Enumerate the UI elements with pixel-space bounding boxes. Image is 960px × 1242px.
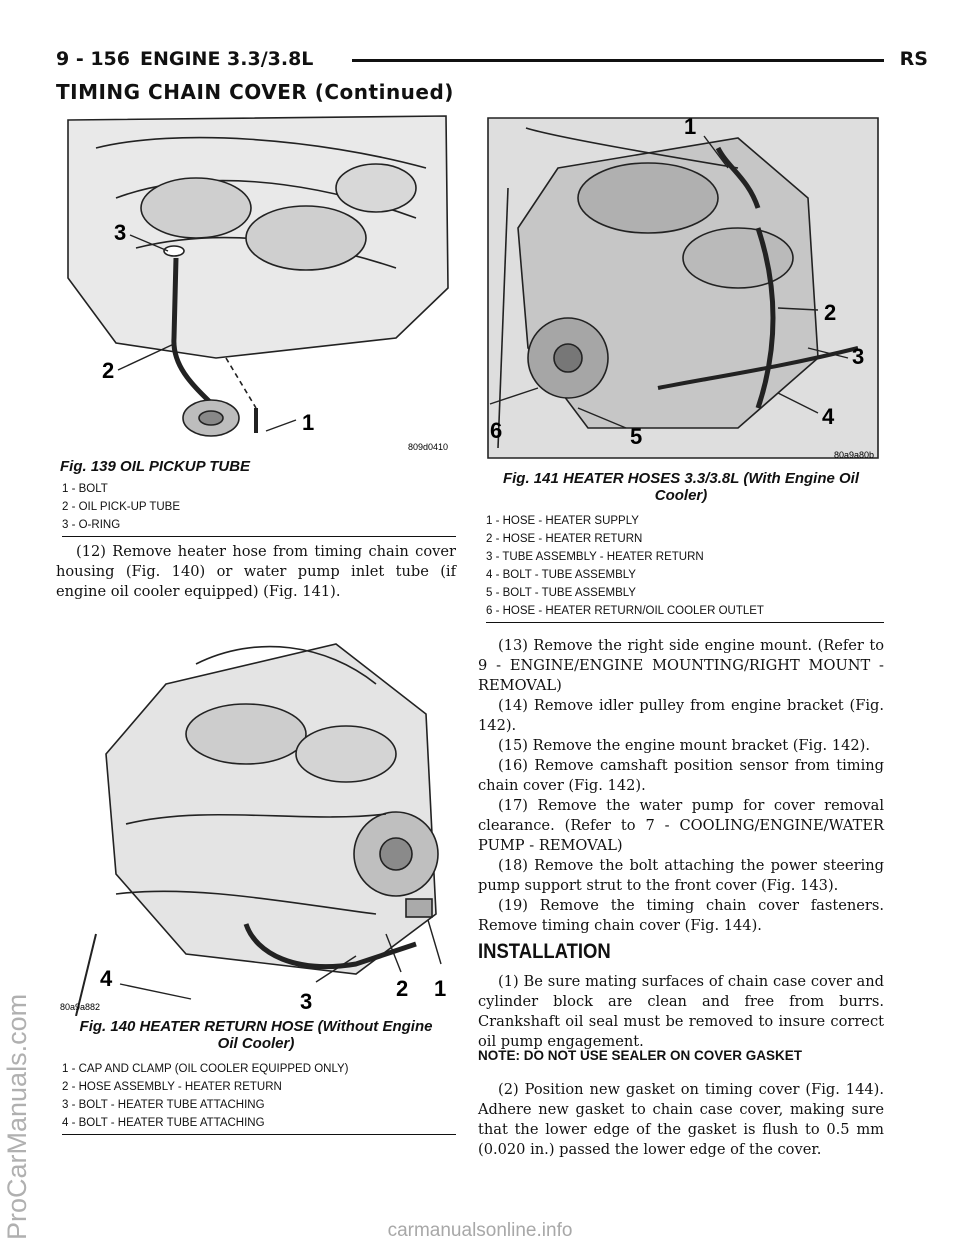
- installation-heading: INSTALLATION: [478, 940, 611, 963]
- legend-item: 2 - HOSE ASSEMBLY - HEATER RETURN: [62, 1081, 282, 1093]
- step-17: (17) Remove the water pump for cover removal clearance. (Refer to 7 - COOLING/ENGINE/WATER PUMP - REMOVAL): [478, 797, 884, 854]
- step-15: (15) Remove the engine mount bracket (Fig. 142).: [498, 737, 871, 754]
- header-model: RS: [899, 48, 928, 70]
- fig140-callout-4: 4: [100, 966, 113, 991]
- legend-item: 4 - BOLT - TUBE ASSEMBLY: [486, 569, 636, 581]
- step-13: (13) Remove the right side engine mount. (Refer to 9 - ENGINE/ENGINE MOUNTING/RIGHT MOUNT - REMOVAL): [478, 637, 884, 694]
- fig140-callout-3: 3: [300, 989, 313, 1014]
- fig140-caption: Fig. 140 HEATER RETURN HOSE (Without Engine Oil Cooler): [79, 1018, 433, 1052]
- legend-item: 1 - CAP AND CLAMP (OIL COOLER EQUIPPED ONLY): [62, 1063, 349, 1075]
- sealer-note: NOTE: DO NOT USE SEALER ON COVER GASKET: [478, 1048, 803, 1063]
- heater-return-drawing: [56, 624, 456, 1016]
- step-18: (18) Remove the bolt attaching the power steering pump support strut to the front cover (Fig. 143).: [478, 857, 884, 894]
- fig139-illustration: [56, 108, 456, 456]
- fig139-callout-3: 3: [114, 220, 127, 245]
- fig141-image-code: 80a9a80b: [834, 450, 875, 460]
- fig140-callout-2: 2: [396, 976, 409, 1001]
- removal-steps: [478, 636, 884, 936]
- header-rule: [352, 59, 884, 62]
- fig141-callout-2: 2: [824, 300, 837, 325]
- install-step-2: (2) Position new gasket on timing cover (Fig. 144). Adhere new gasket to chain case cover, making sure that the lower edge of the gasket is flush to 0.5 mm (0.020 in.) passed the lower edge of the cover.: [478, 1081, 884, 1158]
- heater-hoses-drawing: [478, 108, 884, 464]
- legend-item: 3 - TUBE ASSEMBLY - HEATER RETURN: [486, 551, 704, 563]
- fig140-image-code: 80a9a882: [60, 1002, 101, 1012]
- section-title: TIMING CHAIN COVER (Continued): [56, 80, 454, 104]
- legend-item: 3 - BOLT - HEATER TUBE ATTACHING: [62, 1099, 265, 1111]
- fig139-callout-2: 2: [102, 358, 115, 383]
- fig139-image-code: 809d0410: [408, 442, 449, 452]
- legend-item: 5 - BOLT - TUBE ASSEMBLY: [486, 587, 636, 599]
- step-14: (14) Remove idler pulley from engine bracket (Fig. 142).: [478, 697, 884, 734]
- fig140-callout-1: 1: [434, 976, 447, 1001]
- fig141-illustration: [478, 108, 884, 464]
- fig139-caption: Fig. 139 OIL PICKUP TUBE: [60, 458, 251, 475]
- header-section: ENGINE 3.3/3.8L: [140, 48, 314, 70]
- fig141-callout-5: 5: [630, 424, 643, 449]
- fig141-callout-3: 3: [852, 344, 865, 369]
- legend-item: 3 - O-RING: [62, 519, 121, 531]
- page-number: 9 - 156: [56, 48, 130, 70]
- fig141-callout-4: 4: [822, 404, 835, 429]
- oil-pickup-drawing: [56, 108, 456, 456]
- side-watermark: ProCarManuals.com: [2, 993, 32, 1240]
- step-19: (19) Remove the timing chain cover fasteners. Remove timing chain cover (Fig. 144).: [478, 897, 884, 934]
- legend-item: 1 - BOLT: [62, 483, 108, 495]
- fig140-legend: [62, 1060, 456, 1132]
- legend-item: 2 - HOSE - HEATER RETURN: [486, 533, 643, 545]
- fig141-caption: Fig. 141 HEATER HOSES 3.3/3.8L (With Engine Oil Cooler): [502, 470, 860, 504]
- legend-item: 6 - HOSE - HEATER RETURN/OIL COOLER OUTLET: [486, 605, 764, 617]
- step-12-paragraph: (12) Remove heater hose from timing chain cover housing (Fig. 140) or water pump inlet tube (if engine oil cooler equipped) (Fig. 141).: [56, 543, 456, 600]
- step-16: (16) Remove camshaft position sensor from timing chain cover (Fig. 142).: [478, 757, 884, 794]
- fig141-callout-6: 6: [490, 418, 503, 443]
- fig139-legend: [62, 480, 456, 534]
- page-header: [56, 48, 928, 72]
- legend-item: 2 - OIL PICK-UP TUBE: [62, 501, 181, 513]
- legend-item: 1 - HOSE - HEATER SUPPLY: [486, 515, 639, 527]
- legend-item: 4 - BOLT - HEATER TUBE ATTACHING: [62, 1117, 265, 1129]
- install-step-1: (1) Be sure mating surfaces of chain case cover and cylinder block are clean and free from burrs. Crankshaft oil seal must be removed to insure correct oil pump engagement.: [478, 973, 884, 1050]
- fig141-legend: [486, 512, 884, 620]
- bottom-watermark: carmanualsonline.info: [387, 1220, 573, 1241]
- fig141-callout-1: 1: [684, 114, 697, 139]
- fig140-illustration: [56, 624, 456, 1016]
- fig139-callout-1: 1: [302, 410, 315, 435]
